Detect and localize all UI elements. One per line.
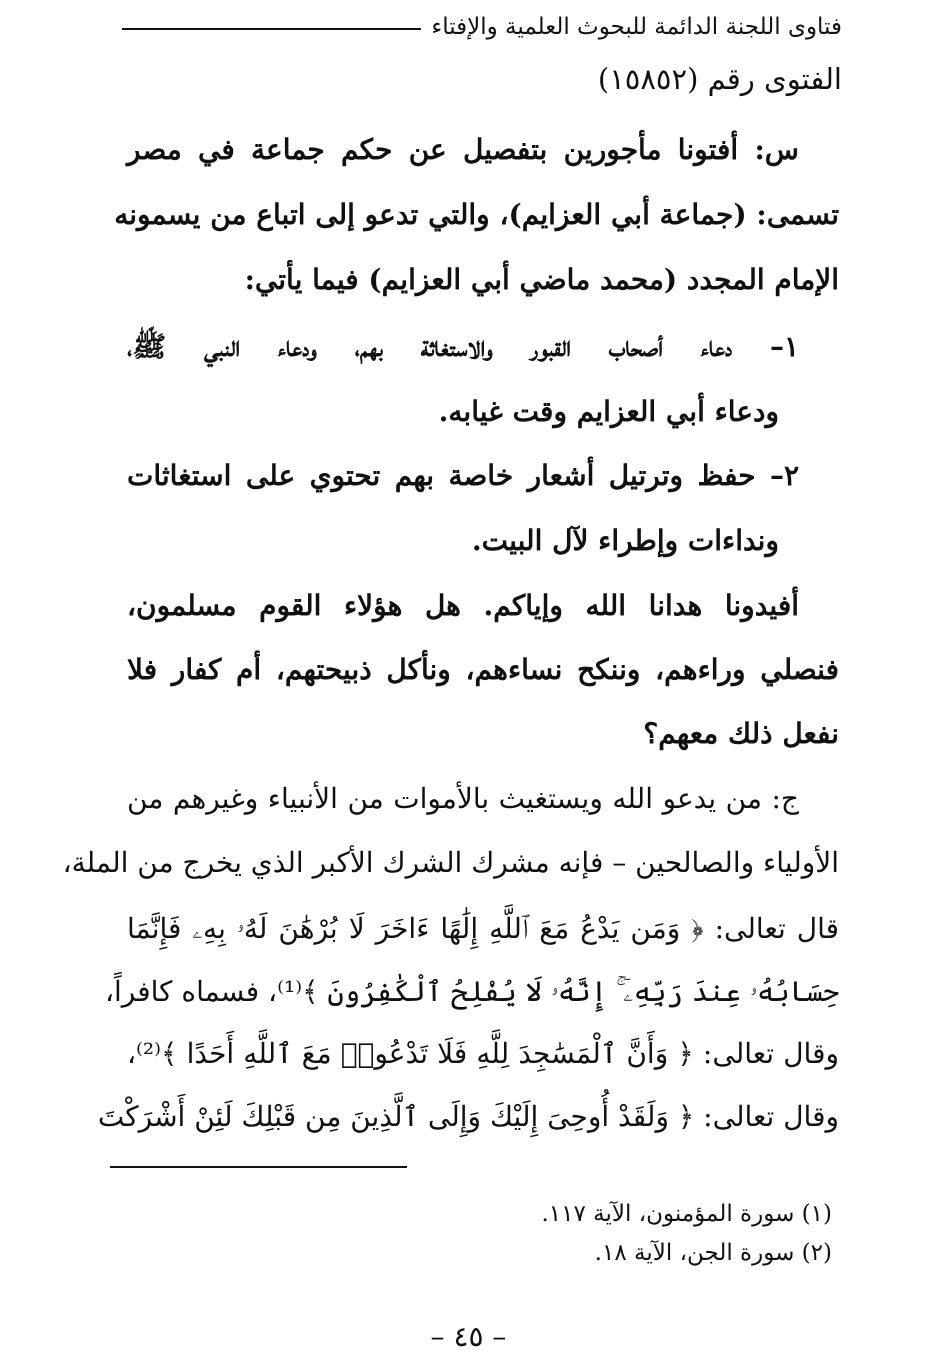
- answer-line: وقال تعالى: ﴿ وَأَنَّ ٱلْمَسَٰجِدَ لِلَّهِ فَلَا تَدْعُوا۟ مَعَ ٱللَّهِ أَحَدًا ﴾⁽²⁾،: [127, 1037, 839, 1070]
- question-line: نفعل ذلك معهم؟: [643, 717, 839, 750]
- footnote-1: (١) سورة المؤمنون، الآية ١١٧.: [541, 1201, 832, 1227]
- question-line: ١– دعاء أصحاب القبور والاستغاثة بهم، ودعاء النبي ﷺ،: [127, 330, 799, 363]
- question-line: أفيدونا هدانا الله وإياكم. هل هؤلاء القوم مسلمون،: [127, 589, 799, 622]
- footnote-2: (٢) سورة الجن، الآية ١٨.: [594, 1240, 832, 1266]
- answer-line: وقال تعالى: ﴿ وَلَقَدْ أُوحِىَ إِلَيْكَ وَإِلَى ٱلَّذِينَ مِن قَبْلِكَ لَئِنْ أَشْرَكْتَ: [97, 1100, 839, 1133]
- question-line: فنصلي وراءهم، وننكح نساءهم، ونأكل ذبيحتهم، أم كفار فلا: [127, 653, 839, 686]
- question-line: س: أفتونا مأجورين بتفصيل عن حكم جماعة في مصر: [127, 133, 799, 166]
- question-line: تسمى: (جماعة أبي العزايم)، والتي تدعو إلى اتباع من يسمونه: [114, 198, 839, 231]
- running-title: فتاوى اللجنة الدائمة للبحوث العلمية والإفتاء: [431, 14, 842, 40]
- header-rule: [122, 28, 421, 30]
- question-line: ٢– حفظ وترتيل أشعار خاصة بهم تحتوي على استغاثات: [127, 459, 799, 492]
- footnote-separator: [110, 1166, 407, 1168]
- question-line: ودعاء أبي العزايم وقت غيابه.: [438, 395, 779, 428]
- running-header: [122, 14, 842, 40]
- answer-line: ج: من يدعو الله ويستغيث بالأموات من الأنبياء وغيرهم من: [127, 782, 799, 815]
- question-line: الإمام المجدد (محمد ماضي أبي العزايم) فيما يأتي:: [244, 263, 839, 296]
- page-number: – ٤٥ –: [430, 1320, 507, 1353]
- answer-line: الأولياء والصالحين – فإنه مشرك الشرك الأكبر الذي يخرج من الملة،: [62, 846, 839, 879]
- question-line: ونداءات وإطراء لآل البيت.: [471, 524, 779, 557]
- fatwa-number: الفتوى رقم (١٥٨٥٢): [597, 62, 842, 96]
- answer-line: قال تعالى: ﴿ وَمَن يَدْعُ مَعَ ٱللَّهِ إِلَٰهًا ءَاخَرَ لَا بُرْهَٰنَ لَهُۥ بِهِۦ فَإِنَّمَا: [127, 912, 839, 945]
- answer-line: حِسَابُهُۥ عِندَ رَبِّهِۦٓ ۚ إِنَّهُۥ لَا يُفْلِحُ ٱلْكَٰفِرُونَ ﴾⁽¹⁾، فسماه كافراً،: [104, 975, 839, 1008]
